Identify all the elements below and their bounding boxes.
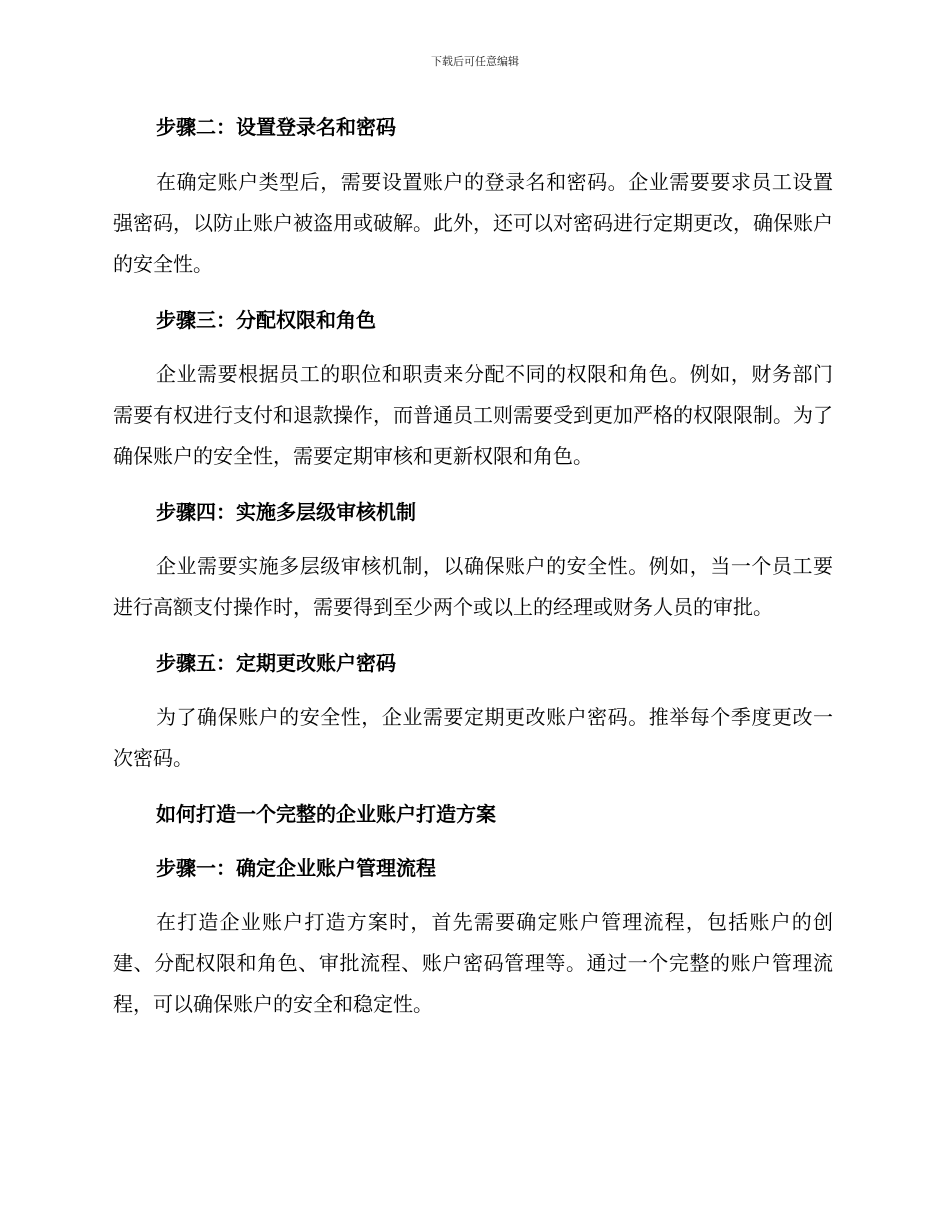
section-paragraph: 企业需要实施多层级审核机制，以确保账户的安全性。例如，当一个员工要进行高额支付操作时，需要得到至少两个或以上的经理或财务人员的审批。 [113,554,833,619]
document-subtitle: 如何打造一个完整的企业账户打造方案 [156,802,496,826]
section-paragraph: 在确定账户类型后，需要设置账户的登录名和密码。企业需要要求员工设置强密码，以防止账户被盗用或破解。此外，还可以对密码进行定期更改，确保账户的安全性。 [113,170,833,276]
section-paragraph: 为了确保账户的安全性，企业需要定期更改账户密码。推举每个季度更改一次密码。 [113,705,833,770]
section-paragraph: 企业需要根据员工的职位和职责来分配不同的权限和角色。例如，财务部门需要有权进行支付和退款操作，而普通员工则需要受到更加严格的权限限制。为了确保账户的安全性，需要定期审核和更新权限和角色。 [113,362,833,468]
section-heading: 步骤三：分配权限和角色 [156,308,376,332]
document-body [113,108,833,1025]
section-heading: 步骤一：确定企业账户管理流程 [156,856,436,880]
section-paragraph: 在打造企业账户打造方案时，首先需要确定账户管理流程，包括账户的创建、分配权限和角色、审批流程、账户密码管理等。通过一个完整的账户管理流程，可以确保账户的安全和稳定性。 [113,910,833,1016]
section-heading: 步骤二：设置登录名和密码 [156,115,396,139]
section-heading: 步骤五：定期更改账户密码 [156,651,396,675]
page-header: 下载后可任意编辑 [431,55,519,68]
section-heading: 步骤四：实施多层级审核机制 [156,500,416,524]
